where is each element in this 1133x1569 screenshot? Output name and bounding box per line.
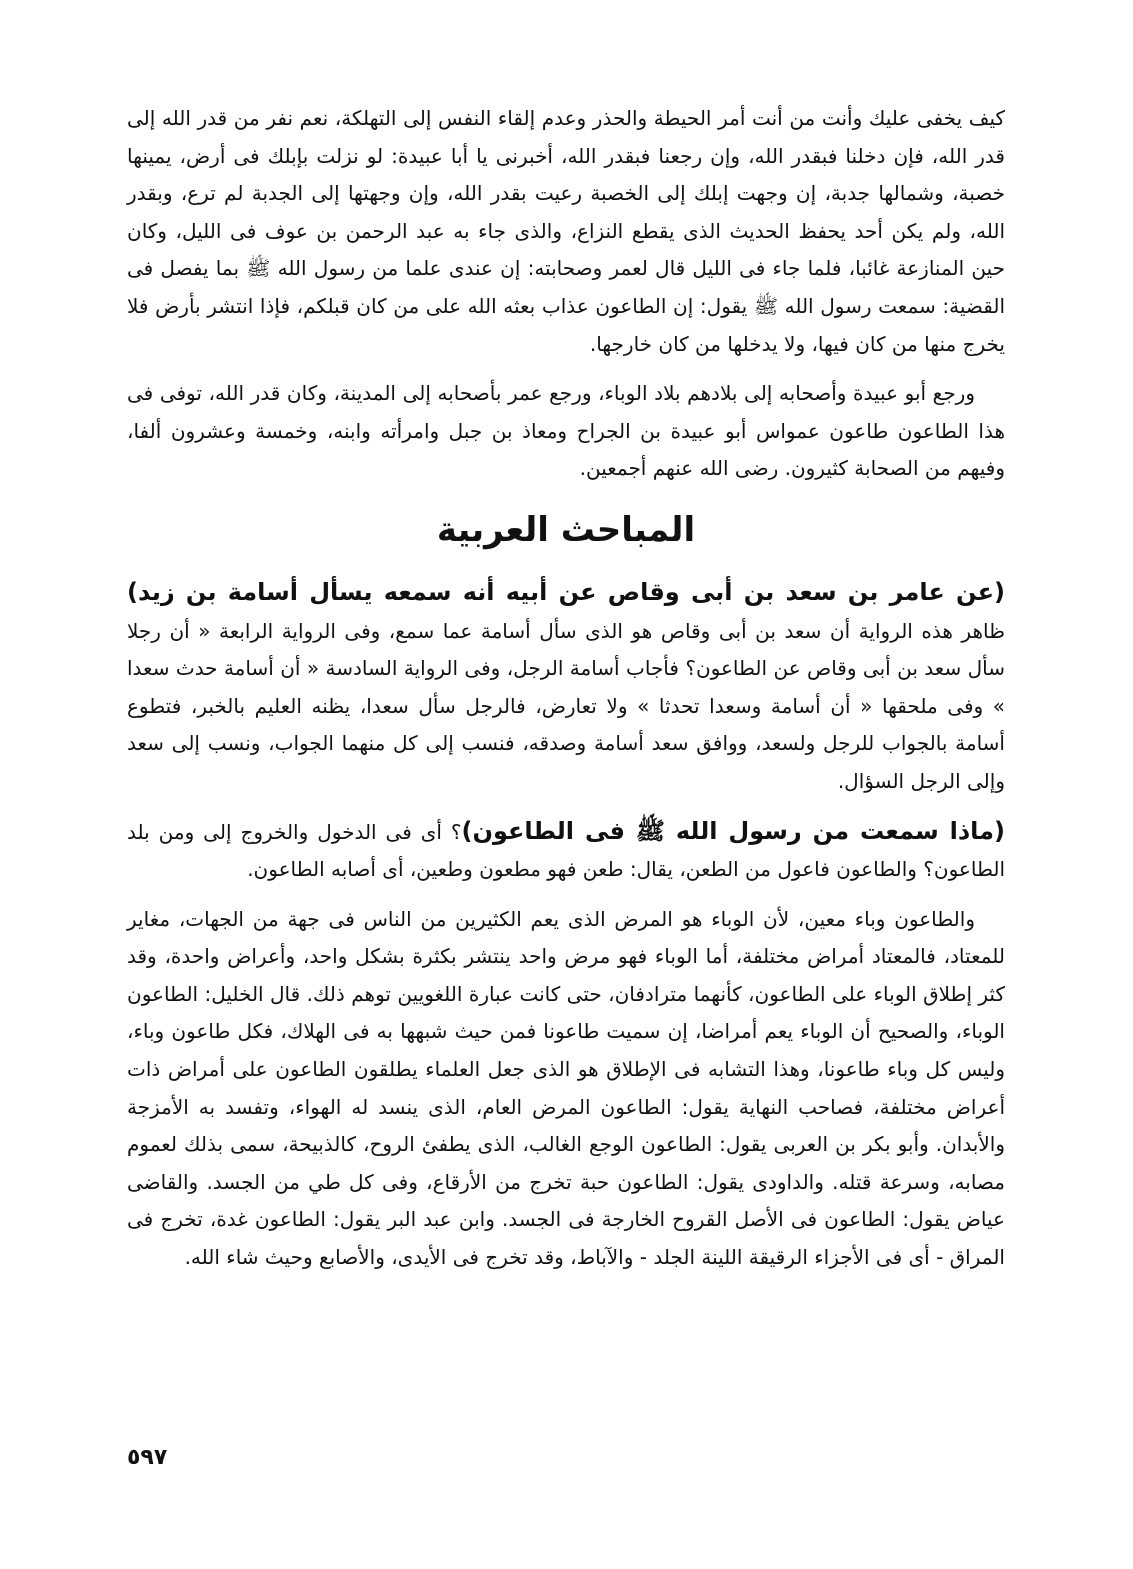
paragraph-closing: والطاعون وباء معين، لأن الوباء هو المرض الذى يعم الكثيرين من الناس فى جهة من الجهات، مغاير للمعتاد، فالمعتاد أمراض مختلفة، أما الوباء فهو مرض واحد ينتشر بكثرة بشكل واحد، وأعراض واحدة، وقد كثر إطلاق الوباء على الطاعون، كأنهما مترادفان، حتى كانت عبارة اللغويين توهم ذلك. قال الخليل: الطاعون الوباء، والصحيح أن الوباء يعم أمراضا، إن سميت طاعونا فمن حيث شبهها به فى الهلاك، فكل طاعون وباء، وليس كل وباء طاعونا، وهذا التشابه فى الإطلاق هو الذى جعل العلماء يطلقون الطاعون على أمراض ذات أعراض مختلفة، فصاحب النهاية يقول: الطاعون المرض العام، الذى ينسد له الهواء، وتفسد به الأمزجة والأبدان. وأبو بكر بن العربى يقول: الطاعون الوجع الغالب، الذى يطفئ الروح، كالذبيحة، سمى بذلك لعموم مصابه، وسرعة قتله. والداودى يقول: الطاعون حبة تخرج من الأرقاع، وفى كل طي من الجسد. والقاضى عياض يقول: الطاعون فى الأصل القروح الخارجة فى الجسد. وابن عبد البر يقول: الطاعون غدة، تخرج فى المراق - أى فى الأجزاء الرقيقة اللينة الجلد - والآباط، وقد تخرج فى الأيدى، والأصابع وحيث شاء الله. bbox=[127, 906, 1005, 1270]
lemma-heading: (ماذا سمعت من رسول الله ﷺ فى الطاعون) bbox=[461, 816, 1005, 845]
lemma-paragraph-1 bbox=[127, 574, 1005, 801]
paragraph-intro-1: كيف يخفى عليك وأنت من أنت أمر الحيطة والحذر وعدم إلقاء النفس إلى التهلكة، نعم نفر من قدر الله إلى قدر الله، فإن دخلنا فبقدر الله، وإن رجعنا فبقدر الله، أخبرنى يا أبا عبيدة: لو نزلت بإبلك فى أرض، يمينها خصبة، وشمالها جدبة، إن وجهت إبلك إلى الخصبة رعيت بقدر الله، وإن وجهتها إلى الجدبة لم ترع، وبقدر الله، ولم يكن أحد يحفظ الحديث الذى يقطع النزاع، والذى جاء به عبد الرحمن بن عوف فى الليل، وكان حين المنازعة غائبا، فلما جاء فى الليل قال لعمر وصحابته: إن عندى علما من رسول الله ﷺ بما يفصل فى القضية: سمعت رسول الله ﷺ يقول: إن الطاعون عذاب بعثه الله على من كان قبلكم، فإذا انتشر بأرض فلا يخرج منها من كان فيها، ولا يدخلها من كان خارجها. bbox=[127, 106, 1005, 356]
lemma-commentary: ؟ أى فى الدخول والخروج إلى ومن بلد الطاعون؟ والطاعون فاعول من الطعن، يقال: طعن فهو مطعون وطعين، أى أصابه الطاعون. bbox=[127, 819, 1005, 882]
page-number: ٥٩٧ bbox=[127, 1445, 168, 1470]
page-body bbox=[127, 100, 1005, 1289]
lemma-commentary: ظاهر هذه الرواية أن سعد بن أبى وقاص هو الذى سأل أسامة عما سمع، وفى الرواية الرابعة « أن رجلا سأل سعد بن أبى وقاص عن الطاعون؟ فأجاب أسامة الرجل، وفى الرواية السادسة « أن أسامة حدث سعدا » وفى ملحقها « أن أسامة وسعدا تحدثا » ولا تعارض، فالرجل سأل سعدا، يظنه العليم بالخبر، فتطوع أسامة بالجواب للرجل ولسعد، ووافق سعد أسامة وصدقه، فنسب إلى كل منهما الجواب، ونسب إلى سعد وإلى الرجل السؤال. bbox=[127, 618, 1005, 793]
lemma-paragraph-2 bbox=[127, 813, 1005, 889]
paragraph-intro-2: ورجع أبو عبيدة وأصحابه إلى بلادهم بلاد الوباء، ورجع عمر بأصحابه إلى المدينة، وكان قدر الله، توفى فى هذا الطاعون طاعون عمواس أبو عبيدة بن الجراح ومعاذ بن جبل وامرأته وابنه، وخمسة وعشرون ألفا، وفيهم من الصحابة كثيرون. رضى الله عنهم أجمعين. bbox=[127, 381, 1005, 481]
section-title: المباحث العربية bbox=[436, 509, 696, 550]
lemma-heading: (عن عامر بن سعد بن أبى وقاص عن أبيه أنه سمعه يسأل أسامة بن زيد) bbox=[127, 577, 1005, 606]
